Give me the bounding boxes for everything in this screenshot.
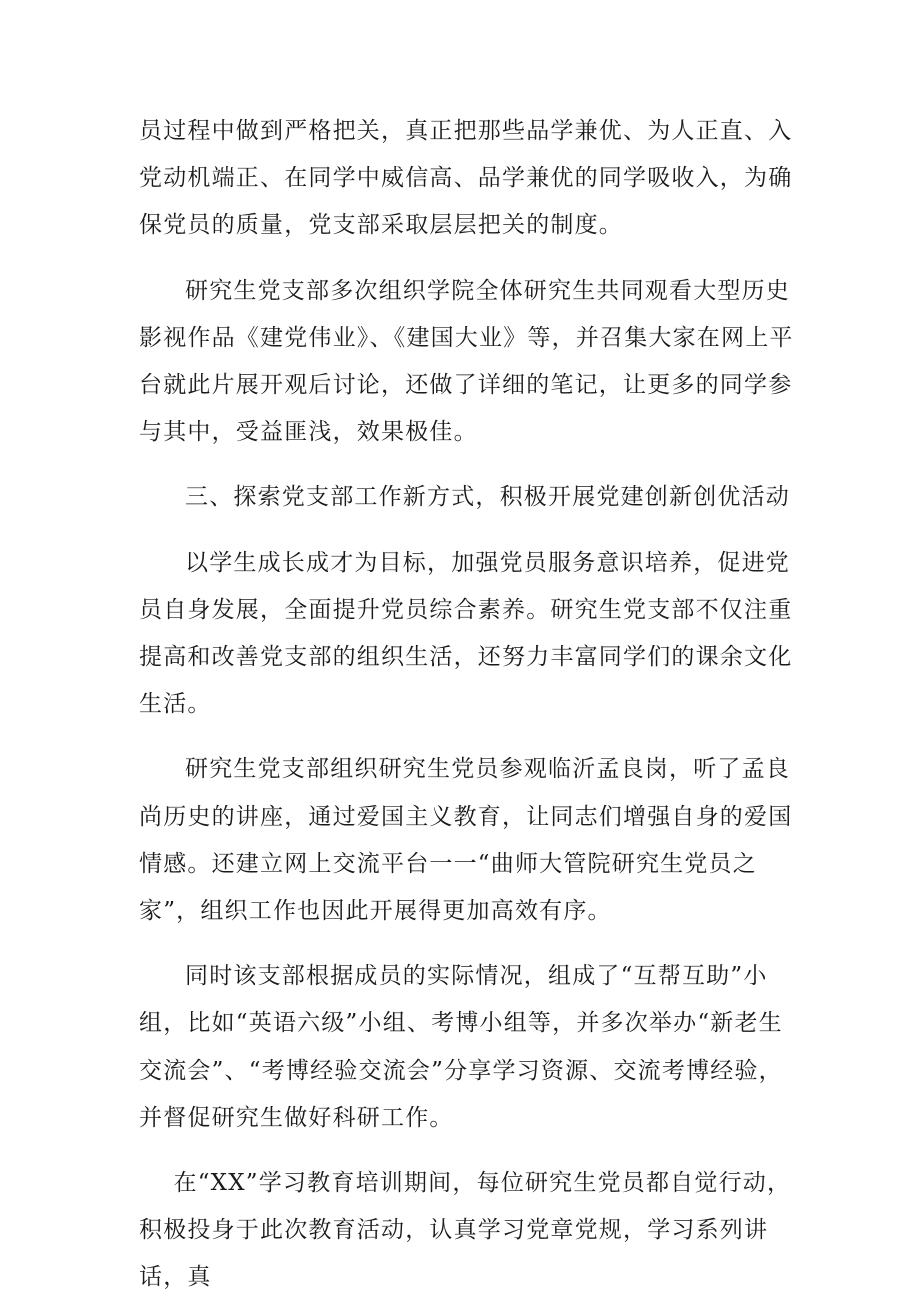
paragraph-xx-training: 在“XX”学习教育培训期间，每位研究生党员都自觉行动，积极投身于此次教育活动，认真学习党章党规，学习系列讲话，真	[139, 1170, 792, 1291]
paragraph-member-review: 员过程中做到严格把关，真正把那些品学兼优、为人正直、入党动机端正、在同学中威信高、品学兼优的同学吸收入，为确保党员的质量，党支部采取层层把关的制度。	[139, 118, 793, 239]
document-body	[139, 108, 799, 1302]
paragraph-growth-goal: 以学生成长成才为目标，加强党员服务意识培养，促进党员自身发展，全面提升党员综合素养。研究生党支部不仅注重提高和改善党支部的组织生活，还努力丰富同学们的课余文化生活。	[139, 549, 793, 718]
paragraph-visit-platform: 研究生党支部组织研究生党员参观临沂孟良岗，听了孟良尚历史的讲座，通过爱国主义教育，让同志们增强自身的爱国情感。还建立网上交流平台一一“曲师大管院研究生党员之家”，组织工作也因此开展得更加高效有序。	[139, 756, 793, 925]
paragraph-mutual-help: 同时该支部根据成员的实际情况，组成了“互帮互助”小组，比如“英语六级”小组、考博小组等，并多次举办“新老生交流会”、“考博经验交流会”分享学习资源、交流考博经验，并督促研究生做好科研工作。	[139, 963, 783, 1131]
section-heading-3: 三、探索党支部工作新方式，积极开展党建创新创优活动	[185, 484, 790, 511]
paragraph-film-viewing: 研究生党支部多次组织学院全体研究生共同观看大型历史影视作品《建党伟业》、《建国大业》等，并召集大家在网上平台就此片展开观后讨论，还做了详细的笔记，让更多的同学参与其中，受益匪浅，效果极佳。	[139, 277, 794, 446]
